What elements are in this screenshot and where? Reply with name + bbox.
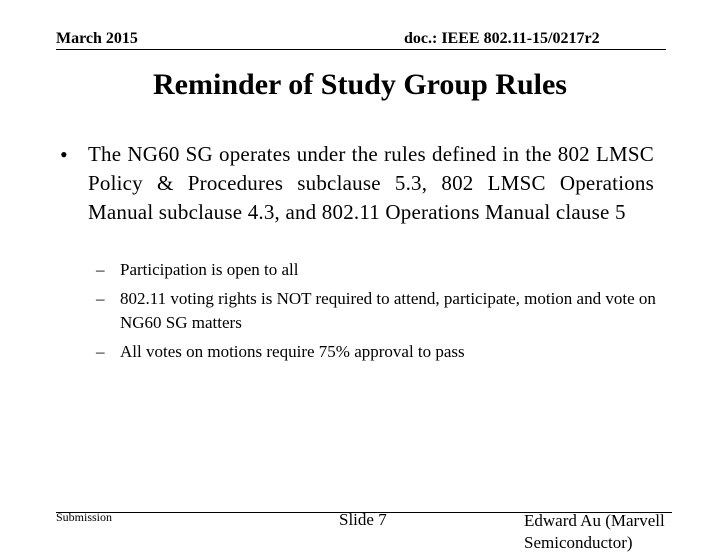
bullet-mark: • — [60, 142, 68, 167]
sub-bullet-text: 802.11 voting rights is NOT required to attend, participate, motion and vote on NG60 SG matters — [120, 289, 656, 332]
footer-author — [524, 510, 684, 554]
sub-bullet-list — [96, 258, 662, 369]
main-bullet-text: The NG60 SG operates under the rules defined in the 802 LMSC Policy & Procedures subclause 5.3, 802 LMSC Operations Manual subclause 4.3, and 802.11 Operations Manual clause 5 — [88, 142, 654, 224]
sub-bullet-dash: – — [96, 289, 105, 308]
sub-bullet-dash: – — [96, 342, 105, 361]
sub-bullet-text: All votes on motions require 75% approval to pass — [120, 342, 465, 361]
header-divider — [56, 49, 666, 50]
header-date: March 2015 — [56, 30, 138, 47]
sub-bullet-item — [96, 258, 662, 282]
footer-submission: Submission — [56, 510, 113, 524]
footer-slide-number: Slide 7 — [339, 510, 387, 529]
header-doc-id: doc.: IEEE 802.11-15/0217r2 — [404, 30, 600, 47]
sub-bullet-text: Participation is open to all — [120, 260, 299, 279]
slide-title: Reminder of Study Group Rules — [153, 68, 567, 101]
main-bullet — [60, 140, 654, 227]
footer-author-line1: Edward Au (Marvell — [524, 511, 665, 530]
sub-bullet-item — [96, 287, 662, 335]
footer-author-line2: Semiconductor) — [524, 533, 633, 552]
sub-bullet-dash: – — [96, 260, 105, 279]
sub-bullet-item — [96, 340, 662, 364]
